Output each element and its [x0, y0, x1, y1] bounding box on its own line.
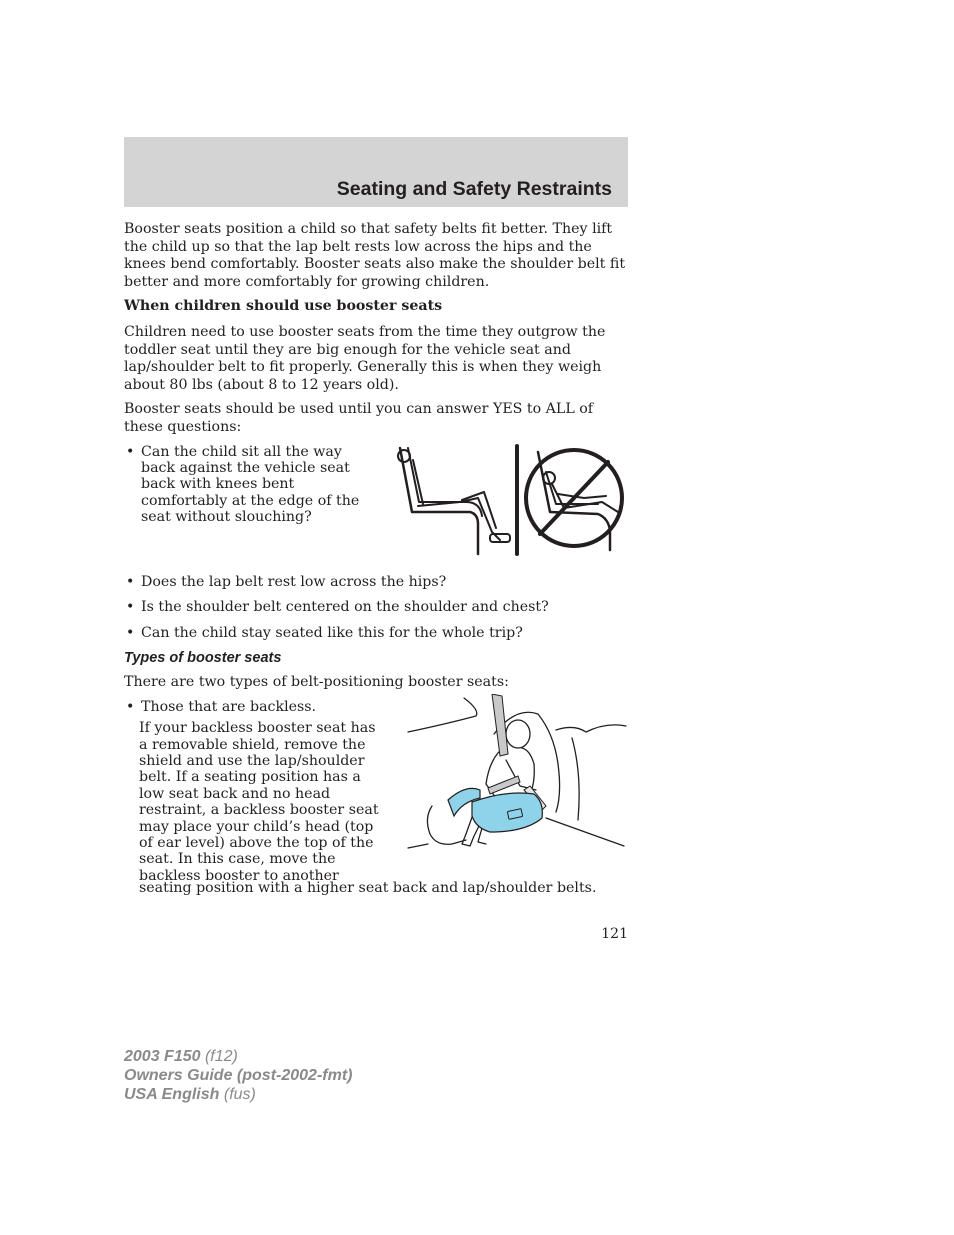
section-title: Seating and Safety Restraints: [336, 178, 612, 200]
question-text: Can the child sit all the way back against the vehicle seat back with knees bent comfortably at the edge of the seat without slouching?: [141, 443, 360, 526]
when-heading: When children should use booster seats: [124, 298, 443, 315]
question-item: [124, 625, 628, 643]
backless-text-tail: seating position with a higher seat back and lap/shoulder belts.: [139, 880, 597, 897]
bullet-dot: •: [126, 599, 135, 616]
types-intro: There are two types of belt-positioning booster seats:: [124, 673, 509, 690]
question-text: Is the shoulder belt centered on the shoulder and chest?: [141, 599, 549, 616]
header-band: [124, 137, 628, 207]
footer-line: [124, 1085, 352, 1104]
page-number: 121: [601, 926, 628, 942]
footer-line: [124, 1066, 352, 1085]
backless-text: If your backless booster seat has a removable shield, remove the shield and use the lap/shoulder belt. If a seating position has a low seat back and no head restraint, a backless booster seat may place your child’s head (top of ear level) above the top of the seat. In this case, move the backless booster to another: [139, 720, 379, 884]
seating-posture-illustration: [388, 442, 628, 560]
footer-line: [124, 1047, 352, 1066]
backless-paragraph: [124, 720, 628, 896]
footer-language: USA English: [124, 1086, 220, 1103]
footer-guide: Owners Guide (post-2002-fmt): [124, 1067, 353, 1084]
types-heading: Types of booster seats: [124, 650, 282, 667]
question-text: Does the lap belt rest low across the hips?: [141, 573, 447, 590]
footer-language-code: (fus): [219, 1086, 256, 1103]
when-paragraph: Children need to use booster seats from the time they outgrow the toddler seat until they are big enough for the vehicle seat and lap/shoulder belt to fit properly. Generally this is when they weigh about 80 lbs (about 8 to 12 years old).: [124, 323, 606, 393]
bullet-dot: •: [126, 573, 135, 590]
questions-intro: Booster seats should be used until you can answer YES to ALL of these questions:: [124, 401, 594, 435]
question-item: [124, 574, 628, 592]
types-item-text: Those that are backless.: [141, 698, 317, 715]
types-item: [124, 699, 628, 717]
seating-row: [124, 444, 628, 560]
document-footer: [124, 1047, 352, 1104]
question-item: [124, 599, 628, 617]
footer-model: 2003 F150: [124, 1048, 201, 1065]
bullet-dot: •: [126, 443, 135, 460]
question-text: Can the child stay seated like this for the whole trip?: [141, 624, 523, 641]
question-item: [124, 444, 373, 552]
backless-booster-illustration: [406, 694, 628, 852]
intro-paragraph: Booster seats position a child so that safety belts fit better. They lift the child up so that the lap belt rests low across the hips and the knees bend comfortably. Booster seats also make the shoulder belt fit better and more comfortably for growing children.: [124, 221, 626, 290]
bullet-dot: •: [126, 698, 135, 715]
footer-model-code: (f12): [200, 1048, 238, 1065]
bullet-dot: •: [126, 624, 135, 641]
page-content: [124, 221, 628, 897]
